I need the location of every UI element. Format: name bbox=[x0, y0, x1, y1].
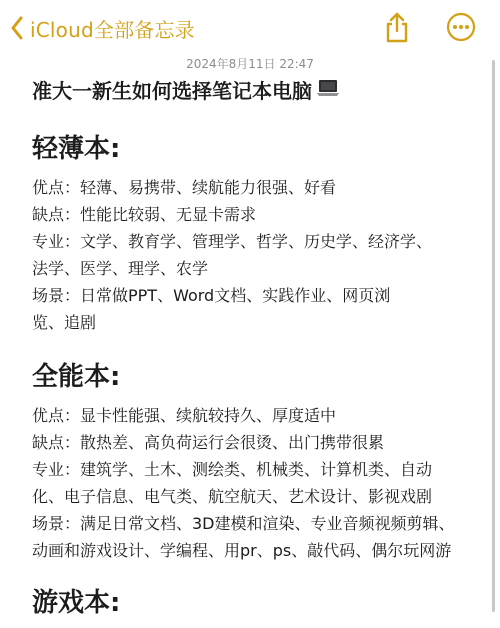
note-line: 缺点：性能比较弱、无显卡需求 bbox=[32, 205, 257, 224]
note-title bbox=[32, 76, 482, 106]
section-heading: 游戏本: bbox=[32, 588, 121, 618]
note-line: 优点：轻薄、易携带、续航能力很强、好看 bbox=[32, 178, 337, 197]
note-line: 法学、医学、理学、农学 bbox=[32, 259, 209, 278]
back-button[interactable] bbox=[10, 12, 195, 44]
note-line: 专业：建筑学、土木、测绘类、机械类、计算机类、自动 bbox=[32, 460, 433, 479]
note-line: 动画和游戏设计、学编程、用pr、ps、敲代码、偶尔玩网游 bbox=[32, 541, 452, 560]
section-heading: 轻薄本: bbox=[32, 134, 121, 164]
share-button[interactable] bbox=[380, 10, 414, 44]
note-timestamp: 2024年8月11日 22:47 bbox=[186, 57, 314, 71]
note-body[interactable] bbox=[32, 76, 482, 628]
share-icon bbox=[380, 29, 414, 48]
section-heading: 全能本: bbox=[32, 362, 121, 392]
note-line: 场景：日常做PPT、Word文档、实践作业、网页浏 bbox=[32, 286, 391, 305]
more-button[interactable] bbox=[444, 10, 478, 44]
note-line: 化、电子信息、电气类、航空航天、艺术设计、影视戏剧 bbox=[32, 487, 433, 506]
note-line: 专业：文学、教育学、管理学、哲学、历史学、经济学、 bbox=[32, 232, 433, 251]
section-all-round bbox=[32, 360, 482, 564]
note-line: 优点：显卡性能强、续航较持久、厚度适中 bbox=[32, 406, 337, 425]
more-icon bbox=[444, 29, 478, 48]
section-gaming bbox=[32, 586, 482, 620]
navigation-bar bbox=[0, 0, 500, 54]
section-thin-light bbox=[32, 132, 482, 336]
note-line: 览、追剧 bbox=[32, 313, 97, 332]
laptop-emoji-icon bbox=[316, 76, 340, 106]
scrollbar[interactable] bbox=[492, 60, 495, 612]
back-label: iCloud全部备忘录 bbox=[30, 17, 195, 42]
note-title-text: 准大一新生如何选择笔记本电脑 bbox=[32, 79, 312, 103]
chevron-left-icon bbox=[10, 16, 24, 40]
note-line: 缺点：散热差、高负荷运行会很烫、出门携带很累 bbox=[32, 433, 385, 452]
note-line: 场景：满足日常文档、3D建模和渲染、专业音频视频剪辑、 bbox=[32, 514, 455, 533]
